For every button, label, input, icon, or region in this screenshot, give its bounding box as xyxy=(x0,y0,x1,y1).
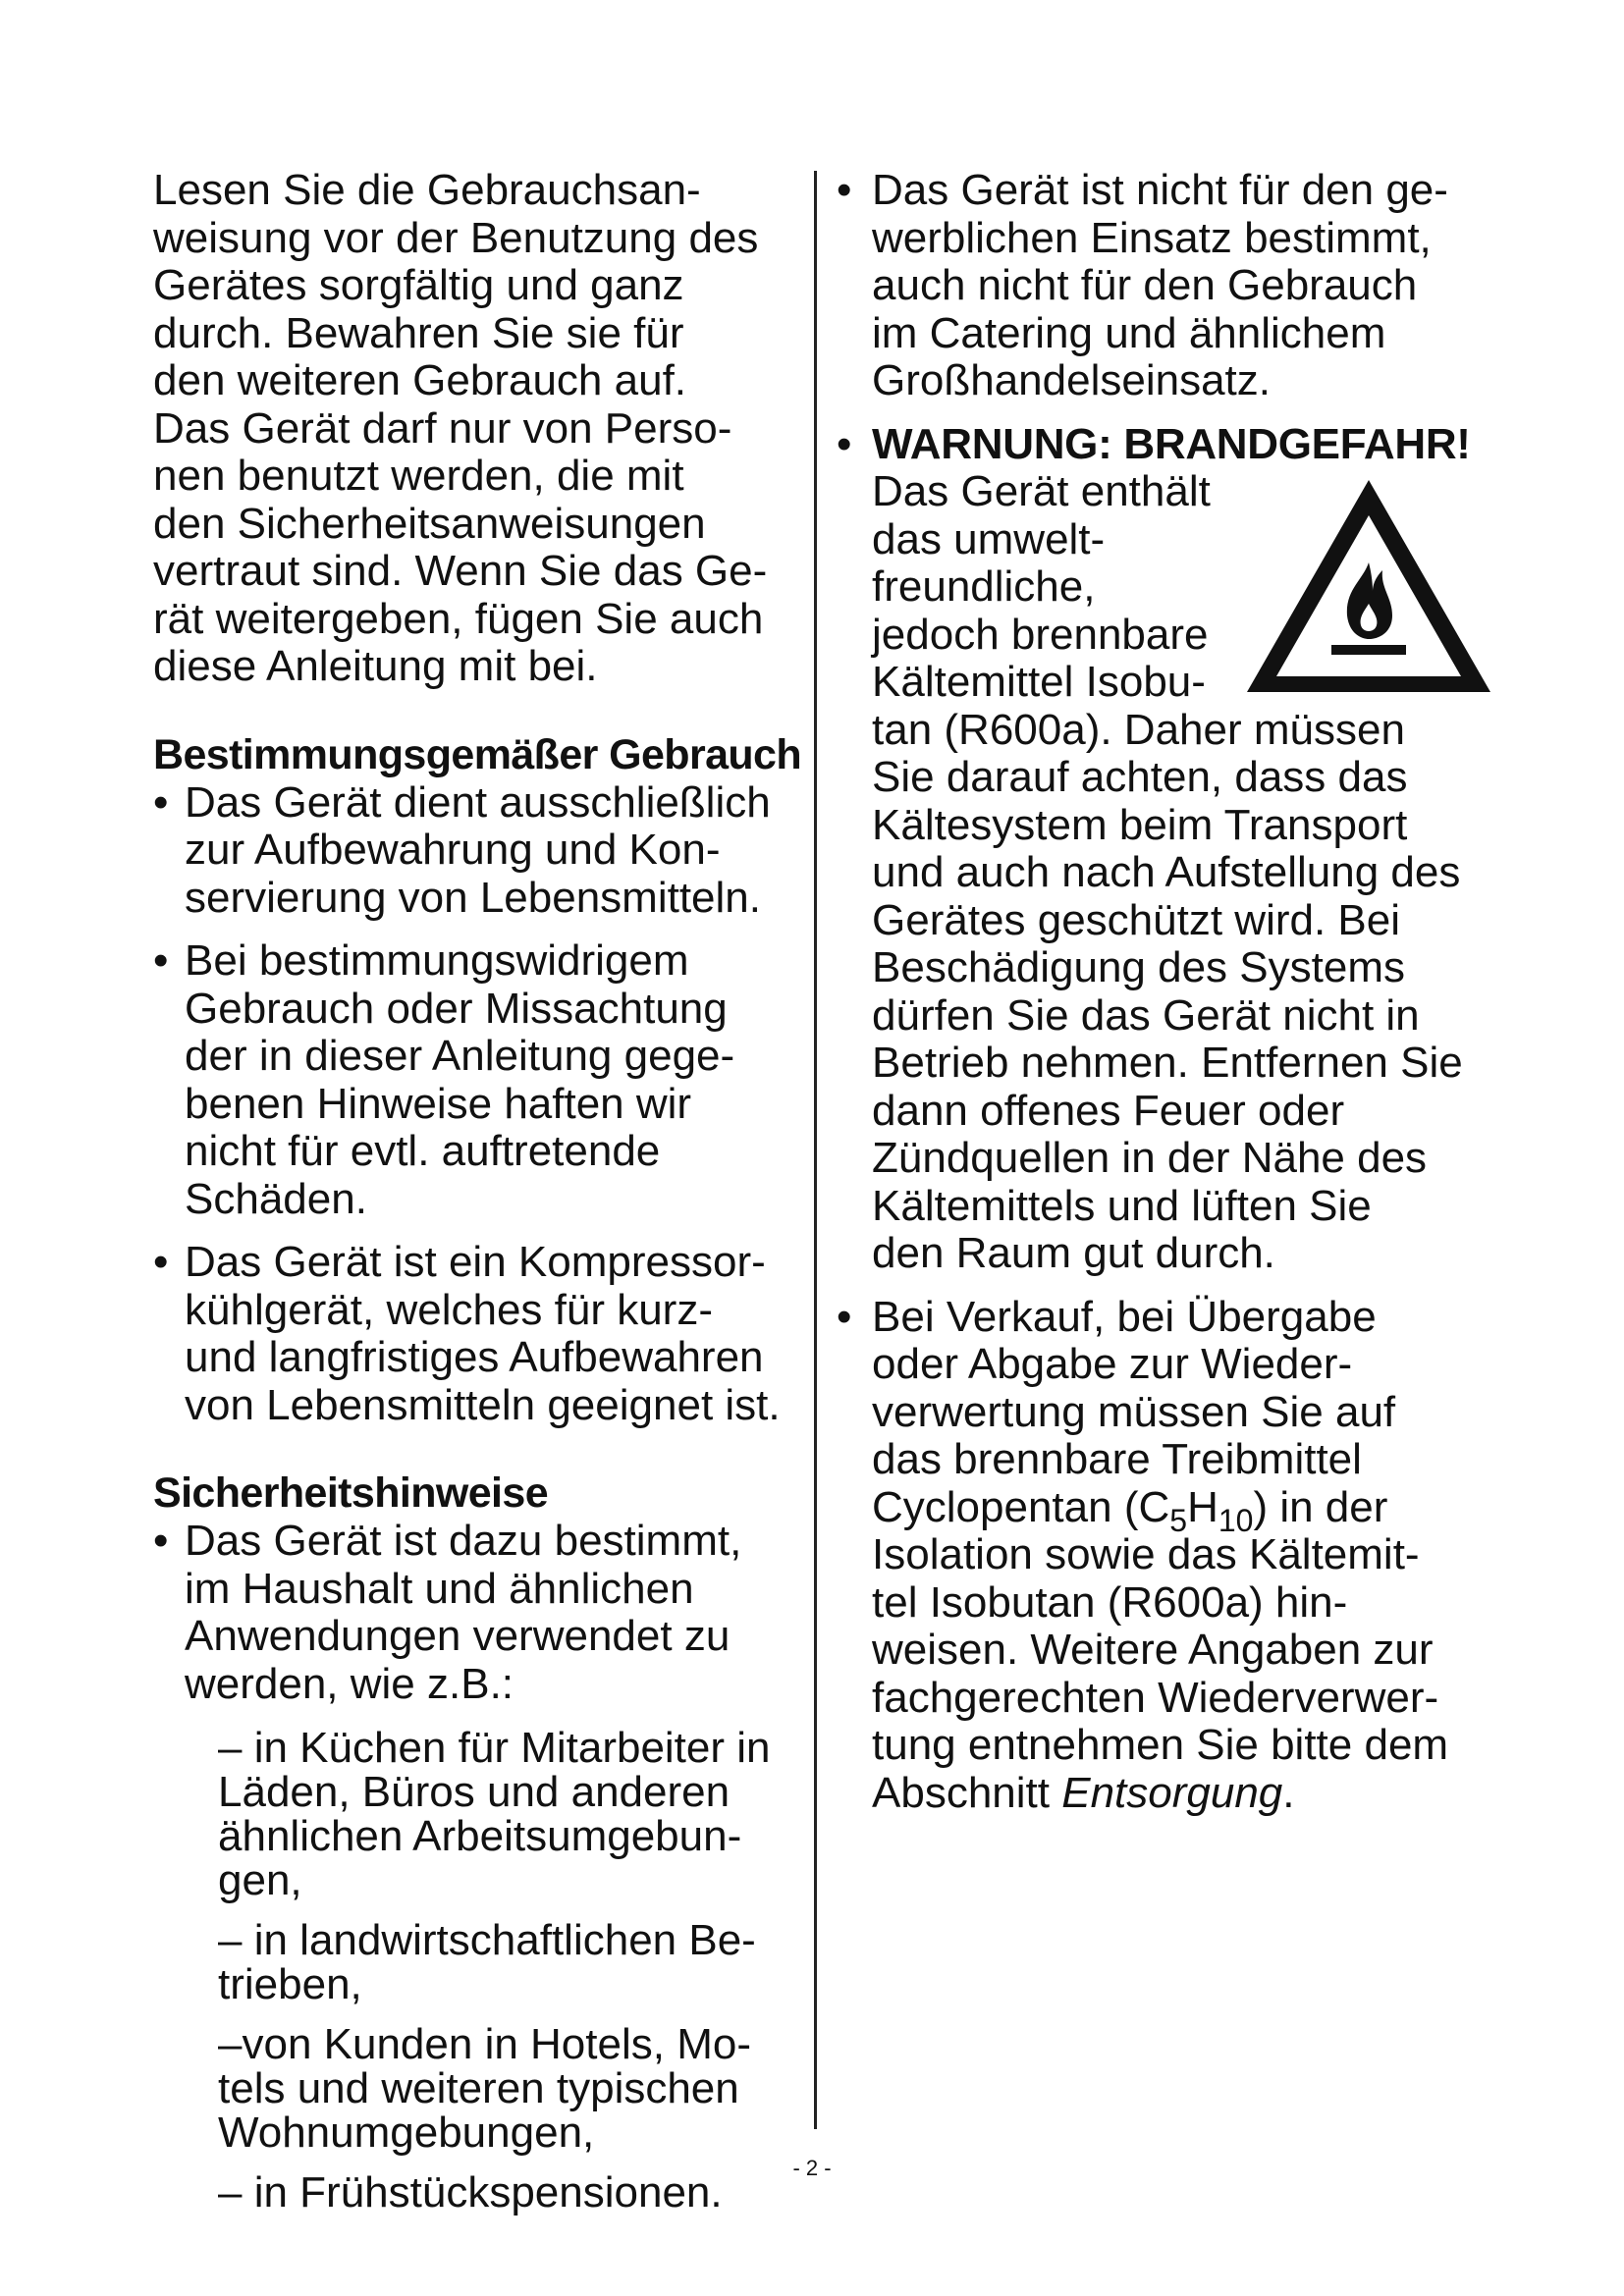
intro-paragraph: Lesen Sie die Gebrauchsan- weisung vor der Benutzung des Gerätes sorgfältig und ganz durch. Bewahren Sie sie für den weiteren Gebrauch auf. xyxy=(153,166,759,404)
list-item: – in Küchen für Mitarbeiter in Läden, Büros und anderen ähnlichen Arbeitsumgebun- gen, xyxy=(218,1724,771,1904)
list-item: – in landwirtschaftlichen Be- trieben, xyxy=(218,1916,756,2008)
page-number: - 2 - xyxy=(792,2156,832,2180)
bullet-icon: • xyxy=(153,1238,169,1286)
fire-warning-item: • WARNUNG: BRANDGEFAHR! Das Gerät enthält das umwelt- freundliche, jedoch brennbare Kältemittel Isobu- tan (R600a). Daher müssen Sie darauf achten, dass das Kältesystem beim Transport und auch nach Aufstellung des Gerätes geschützt wird. Bei Beschädigung des Systems dürfen Sie das Gerät nicht in Betrieb nehmen. Entfernen Sie dann offenes Feuer oder Zündquellen in der Nähe des Kältemittels und lüften Sie den Raum gut durch. xyxy=(837,421,1485,1278)
safety-list xyxy=(153,1518,811,2215)
bullet-icon: • xyxy=(837,166,852,214)
list-item: • Das Gerät ist nicht für den ge- werblichen Einsatz bestimmt, auch nicht für den Gebrauch im Catering und ähnlichem Großhandelseinsatz. xyxy=(837,166,1448,404)
list-item: • Bei bestimmungswidrigem Gebrauch oder Missachtung der in dieser Anleitung gege- benen Hinweise haften wir nicht für evtl. auftretende Schäden. xyxy=(153,936,735,1223)
left-column xyxy=(153,167,811,2215)
list-item: – in Frühstückspensionen. xyxy=(218,2168,723,2216)
bullet-icon: • xyxy=(153,777,169,827)
right-column xyxy=(837,167,1485,1817)
flammable-warning-triangle-icon xyxy=(1241,472,1496,698)
bullet-icon: • xyxy=(837,1292,852,1341)
disposal-section-reference: Entsorgung xyxy=(1061,1768,1283,1817)
cyclopentan-formula-line: Cyclopentan $(C_5H_{10})$ in der xyxy=(872,1482,1388,1538)
list-item: • Das Gerät ist dazu bestimmt, im Haushalt und ähnlichen Anwendungen verwendet zu werden, wie z.B.: – in Küchen für Mitarbeiter in Läden, Büros und anderen ähnlichen Arbeitsumgebun- gen, – in landwirtschaftlichen Be- trieben, –von Kunden in Hotels, Mo- tels und weiteren typischen Wohnumgebungen, – in Frühstückspensionen. xyxy=(153,1518,811,2215)
bullet-icon: • xyxy=(837,419,852,468)
heading-safety-notes: Sicherheitshinweise xyxy=(153,1469,549,1517)
column-divider xyxy=(814,171,817,2129)
warning-heading: WARNUNG: BRANDGEFAHR! xyxy=(872,419,1471,468)
list-item: –von Kunden in Hotels, Mo- tels und weiteren typischen Wohnumgebungen, xyxy=(218,2020,751,2157)
heading-intended-use: Bestimmungsgemäßer Gebrauch xyxy=(153,730,802,778)
list-item: • Das Gerät dient ausschließlich zur Aufbewahrung und Kon- servierung von Lebensmitteln. xyxy=(153,777,771,922)
intro-paragraph-2: Das Gerät darf nur von Perso- nen benutzt werden, die mit den Sicherheitsanweisungen vertraut sind. Wenn Sie das Ge- rät weitergeben, fügen Sie auch diese Anleitung mit bei. xyxy=(153,403,768,690)
safety-list-continued xyxy=(837,167,1485,1817)
list-item: • Das Gerät ist ein Kompressor- kühlgerät, welches für kurz- und langfristiges Aufbewahren von Lebensmitteln geeignet ist. xyxy=(153,1238,781,1429)
bullet-icon: • xyxy=(153,1517,169,1565)
list-item: • Bei Verkauf, bei Übergabe oder Abgabe zur Wieder- verwertung müssen Sie auf das brennbare Treibmittel Cyclopentan $(C_5H_{10})$ in der Isolation sowie das Kältemit- tel Isobutan (R600a) hin- weisen. Weitere Angaben zur fachgerechten Wiederverwer- tung entnehmen Sie bitte dem Abschnitt Entsorgung. xyxy=(837,1292,1449,1817)
bullet-icon: • xyxy=(153,936,169,985)
intended-use-list xyxy=(153,779,811,1430)
usage-examples-list xyxy=(185,1726,811,2215)
